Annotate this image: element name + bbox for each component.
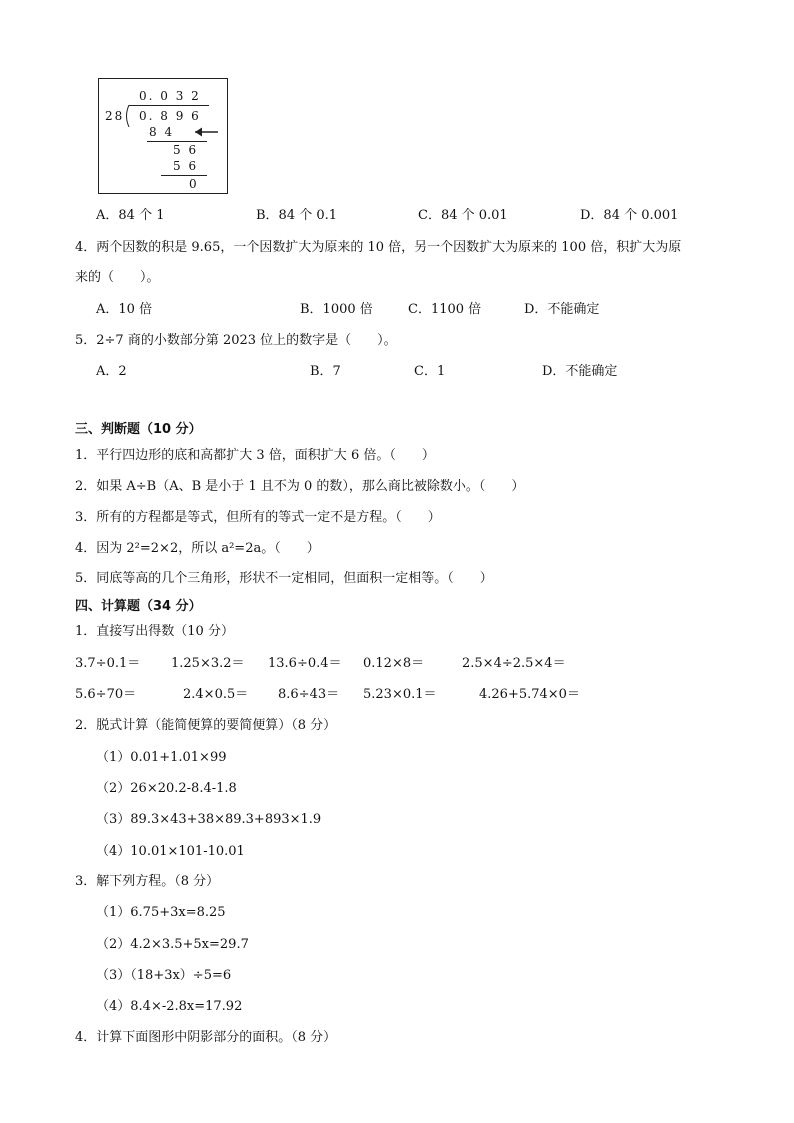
- calc-row2-5: 4.26+5.74×0＝: [479, 687, 580, 702]
- q2-item-3: （3）89.3×43+38×89.3+893×1.9: [96, 812, 322, 827]
- q4-option-b: B．1000 倍: [300, 302, 373, 317]
- calc-row1-5: 2.5×4÷2.5×4＝: [462, 656, 566, 671]
- division-step-3: 5 6: [173, 159, 199, 173]
- q3-option-b: B．84 个 0.1: [256, 208, 338, 223]
- division-divisor: 28: [105, 109, 125, 123]
- calc-row1-4: 0.12×8＝: [363, 656, 425, 671]
- calc-row1-1: 3.7÷0.1＝: [75, 656, 141, 671]
- q2-item-1: （1）0.01+1.01×99: [96, 750, 227, 765]
- section3-item-4: 4．因为 2²=2×2，所以 a²=2a。（ ）: [75, 541, 320, 556]
- section3-item-5: 5．同底等高的几个三角形，形状不一定相同，但面积一定相等。（ ）: [75, 571, 493, 586]
- q5-option-d: D．不能确定: [542, 364, 618, 379]
- division-quotient: 0. 0 3 2: [139, 89, 201, 103]
- q5-text: 5．2÷7 商的小数部分第 2023 位上的数字是（ ）。: [75, 333, 397, 348]
- division-line-1: [147, 141, 207, 142]
- q4-text-line1: 4．两个因数的积是 9.65，一个因数扩大为原来的 10 倍，另一个因数扩大为原来的 100 倍，积扩大为原: [75, 240, 682, 255]
- section4-q1-title: 1．直接写出得数（10 分）: [75, 624, 234, 639]
- calc-row2-3: 8.6÷43＝: [278, 687, 340, 702]
- q3-item-3: （3）（18+3x）÷5=6: [96, 968, 232, 983]
- q3-item-4: （4）8.4×-2.8x=17.92: [96, 999, 243, 1014]
- division-remainder: 0: [189, 177, 199, 191]
- q4-text-line2: 来的（ ）。: [75, 270, 160, 285]
- calc-row2-2: 2.4×0.5＝: [183, 687, 249, 702]
- division-step-2: 5 6: [173, 143, 199, 157]
- division-bracket: [123, 105, 133, 127]
- division-line-2: [161, 175, 207, 176]
- division-step-1: 8 4: [149, 125, 175, 139]
- division-bar: [129, 105, 209, 106]
- q3-option-a: A．84 个 1: [96, 208, 165, 223]
- section4-q2-title: 2．脱式计算（能简便算的要简便算）（8 分）: [75, 718, 337, 733]
- long-division-figure: [98, 78, 228, 194]
- q5-option-a: A．2: [96, 364, 127, 379]
- section3-item-2: 2．如果 A÷B（A、B 是小于 1 且不为 0 的数），那么商比被除数小。（ ）: [75, 479, 525, 494]
- q4-option-d: D．不能确定: [524, 302, 600, 317]
- q3-item-2: （2）4.2×3.5+5x=29.7: [96, 937, 249, 952]
- section3-item-3: 3．所有的方程都是等式，但所有的等式一定不是方程。（ ）: [75, 510, 441, 525]
- q3-option-c: C．84 个 0.01: [418, 208, 508, 223]
- section3-title: 三、判断题（10 分）: [75, 422, 202, 437]
- calc-row1-3: 13.6÷0.4＝: [268, 656, 342, 671]
- division-dividend: 0. 8 9 6: [139, 109, 201, 123]
- q3-item-1: （1）6.75+3x=8.25: [96, 905, 226, 920]
- calc-row1-2: 1.25×3.2＝: [171, 656, 245, 671]
- q5-option-b: B．7: [310, 364, 341, 379]
- q3-option-d: D．84 个 0.001: [580, 208, 679, 223]
- q4-option-c: C．1100 倍: [408, 302, 482, 317]
- q4-option-a: A．10 倍: [96, 302, 153, 317]
- q2-item-2: （2）26×20.2-8.4-1.8: [96, 781, 237, 796]
- section4-title: 四、计算题（34 分）: [75, 599, 202, 614]
- section4-q4-title: 4．计算下面图形中阴影部分的面积。（8 分）: [75, 1030, 337, 1045]
- section3-item-1: 1．平行四边形的底和高都扩大 3 倍，面积扩大 6 倍。（ ）: [75, 448, 435, 463]
- q2-item-4: （4）10.01×101-10.01: [96, 844, 245, 859]
- calc-row2-1: 5.6÷70＝: [75, 687, 137, 702]
- left-arrow-icon: [191, 125, 219, 139]
- section4-q3-title: 3．解下列方程。（8 分）: [75, 874, 220, 889]
- q5-option-c: C．1: [414, 364, 446, 379]
- calc-row2-4: 5.23×0.1＝: [363, 687, 437, 702]
